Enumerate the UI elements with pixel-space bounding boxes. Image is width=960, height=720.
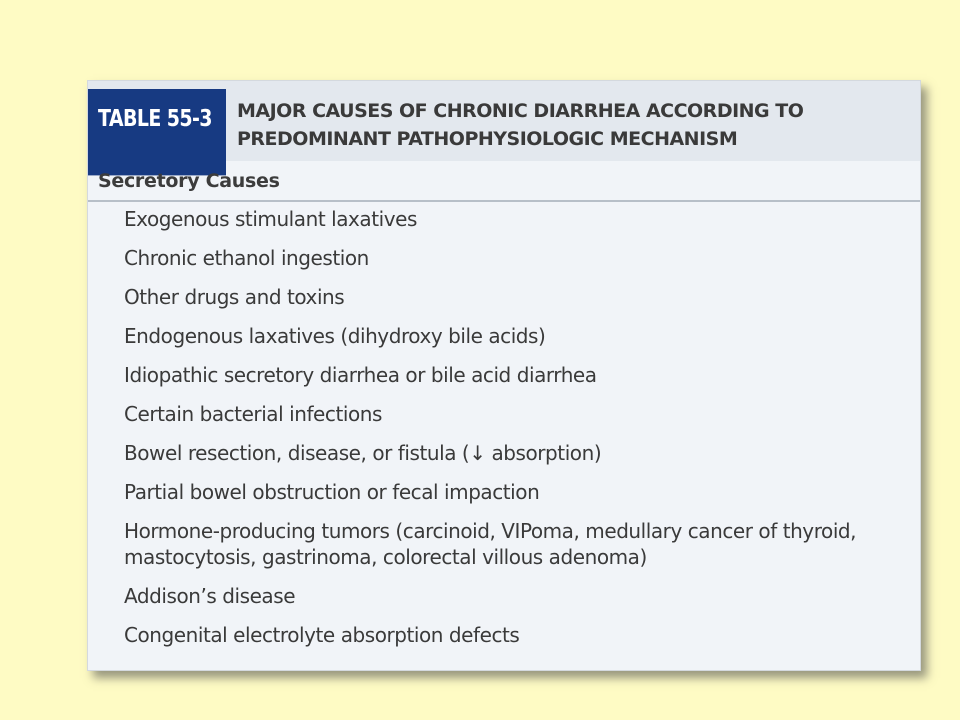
table-card [87, 80, 921, 671]
list-item: Hormone-producing tumors (carcinoid, VIPoma, medullary cancer of thyroid, mastocytosis, gastrinoma, colorectal villous adenoma) [124, 519, 857, 569]
section-heading: Secretory Causes [98, 170, 280, 192]
list-item: Certain bacterial infections [124, 402, 382, 426]
list-item: Endogenous laxatives (dihydroxy bile acids) [124, 324, 546, 348]
list-item: Exogenous stimulant laxatives [124, 207, 417, 231]
table-header [88, 81, 920, 161]
list-item: Chronic ethanol ingestion [124, 246, 369, 270]
causes-list [124, 206, 904, 661]
table-title: MAJOR CAUSES OF CHRONIC DIARRHEA ACCORDING TO PREDOMINANT PATHOPHYSIOLOGIC MECHANISM [237, 100, 804, 150]
list-item: Other drugs and toxins [124, 285, 345, 309]
section-header [88, 161, 920, 202]
table-number-label: TABLE 55-3 [88, 89, 226, 175]
list-item: Addison’s disease [124, 584, 296, 608]
list-item: Idiopathic secretory diarrhea or bile acid diarrhea [124, 363, 597, 387]
list-item: Partial bowel obstruction or fecal impaction [124, 480, 540, 504]
list-item: Congenital electrolyte absorption defects [124, 623, 520, 647]
list-item: Bowel resection, disease, or fistula (↓ absorption) [124, 441, 602, 465]
